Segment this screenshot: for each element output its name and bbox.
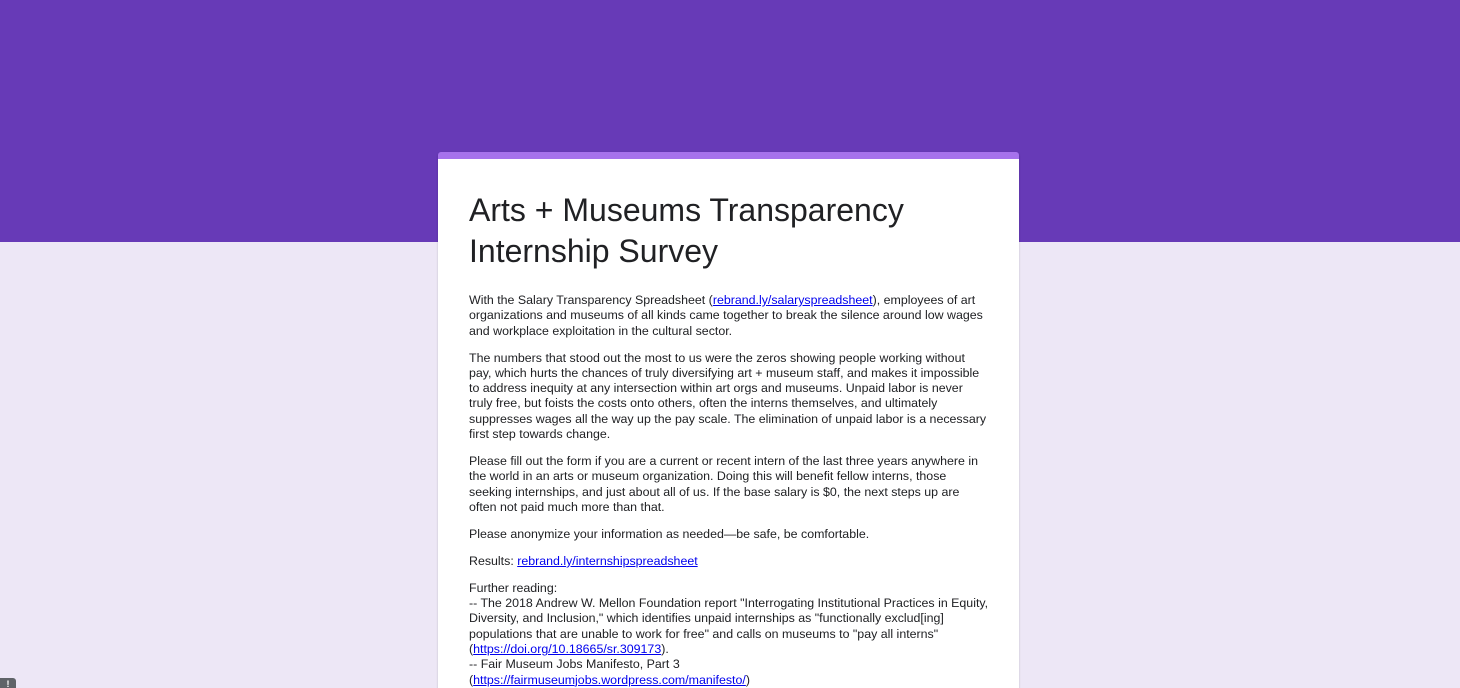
description-paragraph-3: Please fill out the form if you are a current or recent intern of the last three years anywhere in the world in an arts or museum organization. Doing this will benefit fellow interns, those seeking internships, and just about all of us. If the base salary is $0, the next steps up are often not paid much more than that. [469, 454, 978, 514]
form-header-card [438, 152, 1019, 688]
form-description [469, 293, 989, 688]
report-problem-icon: ! [6, 679, 10, 688]
mellon-report-link[interactable]: https://doi.org/10.18665/sr.309173 [473, 642, 662, 657]
further-reading-item-1: -- The 2018 Andrew W. Mellon Foundation report "Interrogating Institutional Practices in Equity, Diversity, and Inclusion," which identifies unpaid internships as "functionally exclud[ing] populations that are unable to work for free" and calls on museums to "pay all interns" [469, 596, 989, 641]
further-reading-item-2: -- Fair Museum Jobs Manifesto, Part 3 [469, 657, 680, 672]
fair-museum-jobs-link[interactable]: https://fairmuseumjobs.wordpress.com/manifesto/ [473, 672, 746, 687]
form-title: Arts + Museums Transparency Internship Survey [469, 192, 904, 269]
internship-spreadsheet-link[interactable]: rebrand.ly/internshipspreadsheet [517, 553, 698, 568]
further-reading-heading: Further reading: [469, 580, 558, 595]
description-paragraph-2: The numbers that stood out the most to us were the zeros showing people working without pay, which hurts the chances of truly diversifying art + museum staff, and makes it impossible to address inequity at any intersection within art orgs and museums. Unpaid labor is never truly free, but foists the costs onto others, often the interns themselves, and ultimately suppresses wages all the way up the pay scale. The elimination of unpaid labor is a necessary first step towards change. [469, 350, 987, 442]
results-line: Results: rebrand.ly/internshipspreadsheet [469, 553, 698, 568]
description-paragraph-4: Please anonymize your information as needed—be safe, be comfortable. [469, 526, 870, 541]
further-reading: Further reading: -- The 2018 Andrew W. Mellon Foundation report "Interrogating Institutional Practices in Equity, Diversity, and Inclusion," which identifies unpaid internships as "functionally exclud[ing] populations that are unable to work for free" and calls on museums to "pay all interns" (https://doi.org/10.18665/sr.309173). -- Fair Museum Jobs Manifesto, Part 3 (https://fairmuseumjobs.wordpress.com/manifesto/) [469, 580, 989, 687]
report-problem-button[interactable] [0, 678, 16, 688]
description-paragraph-1: With the Salary Transparency Spreadsheet (rebrand.ly/salaryspreadsheet), employees of art organizations and museums of all kinds came together to break the silence around low wages and workplace exploitation in the cultural sector. [469, 293, 983, 338]
salary-spreadsheet-link[interactable]: rebrand.ly/salaryspreadsheet [712, 293, 873, 307]
